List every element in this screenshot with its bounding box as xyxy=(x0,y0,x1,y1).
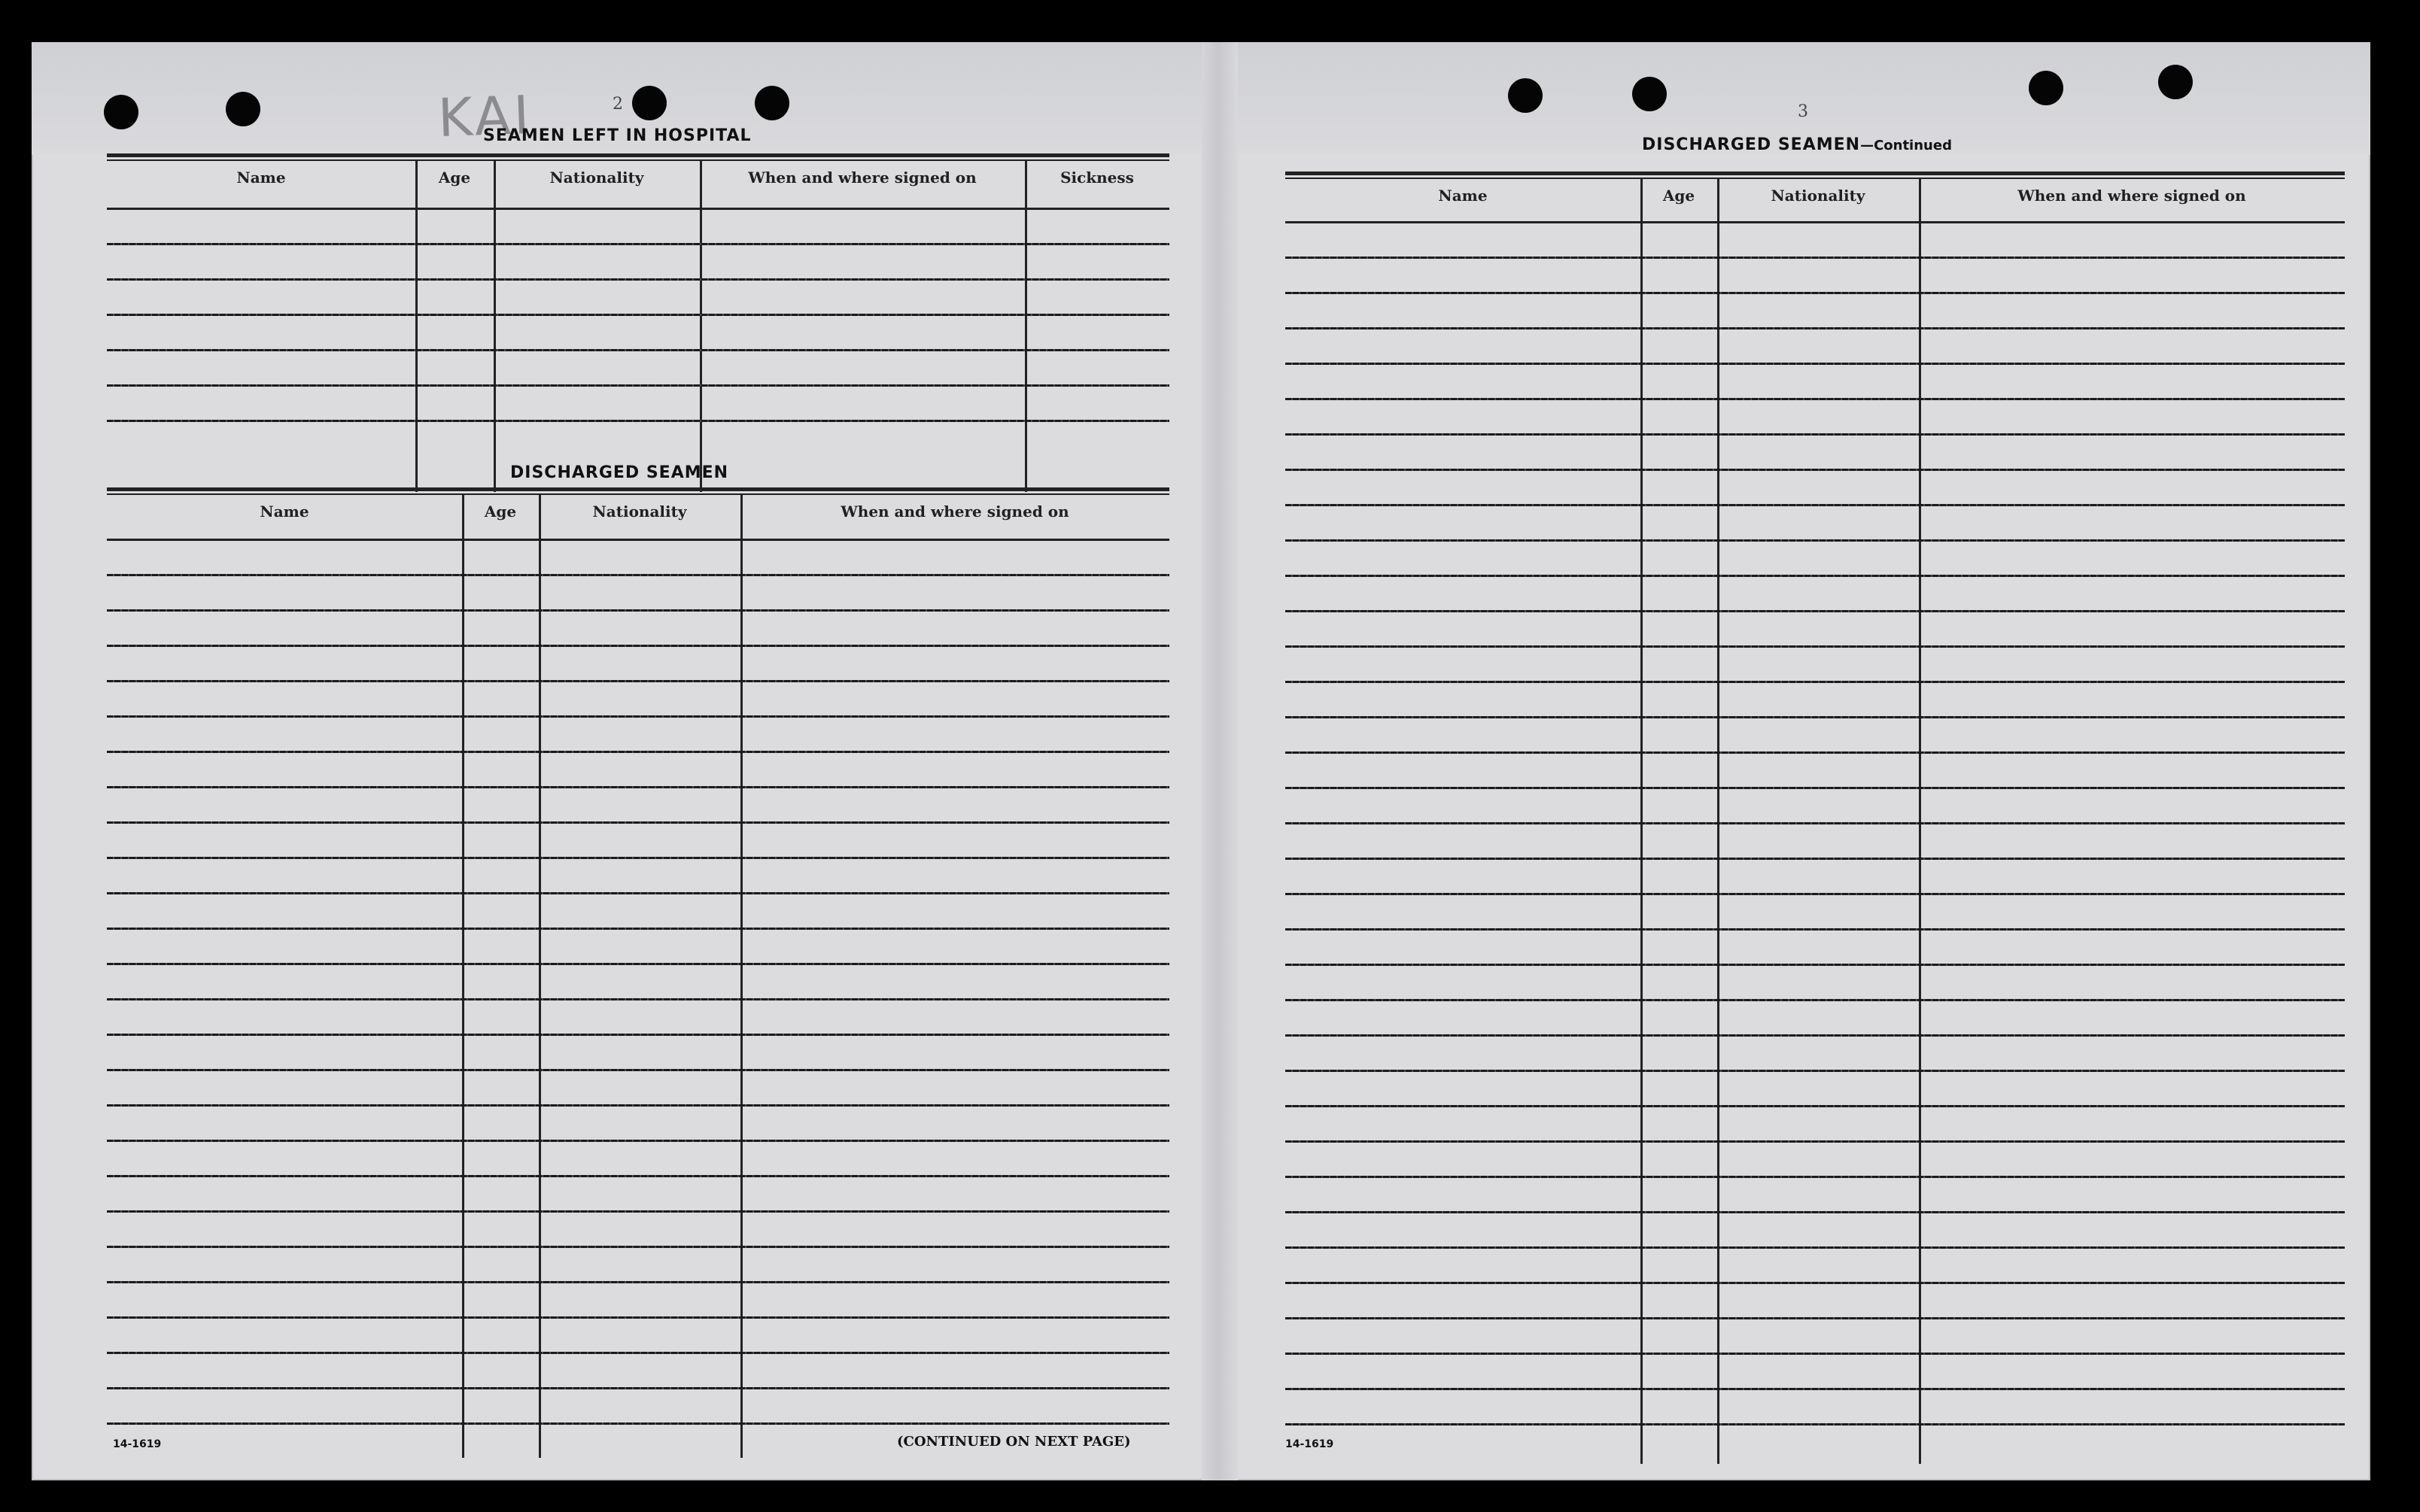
discharged-left-header-when-and-where-signed-on: When and where signed on xyxy=(841,502,1069,521)
discharged-left-row-line xyxy=(107,1352,1169,1354)
hospital-table-header-age: Age xyxy=(438,169,471,187)
discharged-right-row-line xyxy=(1285,964,2345,966)
discharged-left-row-line xyxy=(107,1104,1169,1107)
hospital-table-header-when-and-where-signed-on: When and where signed on xyxy=(748,169,977,187)
hospital-table-column-divider xyxy=(415,161,418,492)
hospital-table-row-line xyxy=(107,243,1169,245)
discharged-left-row-line xyxy=(107,786,1169,788)
hospital-table-header-sickness: Sickness xyxy=(1060,169,1134,187)
hospital-table-row-line xyxy=(107,420,1169,422)
center-fold xyxy=(1202,42,1238,1480)
discharged-left-row-line xyxy=(107,609,1169,612)
discharged-right-row-line xyxy=(1285,645,2345,648)
document-sheet xyxy=(32,42,2370,1480)
right-page-number: 3 xyxy=(1798,102,1808,121)
discharged-right-header-nationality: Nationality xyxy=(1771,187,1865,205)
discharged-left-header-age: Age xyxy=(484,502,517,521)
discharged-left-row-line xyxy=(107,1281,1169,1283)
discharged-left-row-line xyxy=(107,1069,1169,1071)
right-title xyxy=(1642,135,1952,154)
discharged-right-row-line xyxy=(1285,681,2345,683)
discharged-right-header-bottom-rule xyxy=(1285,221,2345,223)
discharged-left-column-divider xyxy=(740,495,743,1458)
discharged-right-row-line xyxy=(1285,398,2345,400)
discharged-title: DISCHARGED SEAMEN xyxy=(510,463,729,482)
discharged-right-column-divider xyxy=(1640,179,1643,1464)
punch-hole xyxy=(755,86,789,120)
discharged-right-row-line xyxy=(1285,292,2345,294)
discharged-right-row-line xyxy=(1285,1388,2345,1390)
discharged-right-row-line xyxy=(1285,751,2345,754)
discharged-left-row-line xyxy=(107,1246,1169,1248)
hospital-table-column-divider xyxy=(700,161,702,492)
discharged-left-row-line xyxy=(107,892,1169,894)
discharged-right-row-line xyxy=(1285,1246,2345,1249)
discharged-table-left xyxy=(107,487,1169,1458)
hospital-title: SEAMEN LEFT IN HOSPITAL xyxy=(483,126,752,145)
discharged-left-row-line xyxy=(107,574,1169,576)
discharged-left-row-line xyxy=(107,1210,1169,1213)
discharged-left-top-rule xyxy=(107,487,1169,491)
discharged-right-row-line xyxy=(1285,928,2345,931)
discharged-left-header-name: Name xyxy=(260,502,309,521)
discharged-right-row-line xyxy=(1285,999,2345,1001)
right-title-suffix: —Continued xyxy=(1860,138,1952,153)
discharged-right-row-line xyxy=(1285,363,2345,365)
form-code-right: 14-1619 xyxy=(1285,1438,1334,1450)
discharged-left-row-line xyxy=(107,1175,1169,1177)
discharged-left-top-rule-secondary xyxy=(107,493,1169,495)
discharged-right-row-line xyxy=(1285,1211,2345,1213)
hospital-table-top-rule xyxy=(107,153,1169,157)
discharged-right-top-rule xyxy=(1285,172,2345,175)
discharged-right-row-line xyxy=(1285,1070,2345,1072)
continued-note: (CONTINUED ON NEXT PAGE) xyxy=(897,1434,1131,1450)
discharged-right-row-line xyxy=(1285,1105,2345,1107)
punch-hole xyxy=(2158,65,2193,99)
discharged-right-row-line xyxy=(1285,504,2345,506)
discharged-right-row-line xyxy=(1285,1282,2345,1284)
discharged-left-row-line xyxy=(107,821,1169,824)
discharged-left-column-divider xyxy=(462,495,464,1458)
discharged-right-row-line xyxy=(1285,1176,2345,1178)
hospital-table-top-rule-secondary xyxy=(107,159,1169,161)
hospital-table-row-line xyxy=(107,384,1169,387)
discharged-left-row-line xyxy=(107,1140,1169,1142)
discharged-left-row-line xyxy=(107,857,1169,859)
discharged-table-right xyxy=(1285,172,2345,1464)
discharged-right-header-age: Age xyxy=(1662,187,1695,205)
discharged-right-header-when-and-where-signed-on: When and where signed on xyxy=(2017,187,2246,205)
discharged-right-row-line xyxy=(1285,257,2345,259)
discharged-left-row-line xyxy=(107,998,1169,1000)
discharged-left-row-line xyxy=(107,928,1169,930)
discharged-right-row-line xyxy=(1285,539,2345,542)
hospital-table-header-name: Name xyxy=(236,169,286,187)
discharged-right-row-line xyxy=(1285,1034,2345,1037)
discharged-right-row-line xyxy=(1285,469,2345,471)
top-stamp: KAI xyxy=(436,83,534,150)
discharged-right-row-line xyxy=(1285,822,2345,824)
discharged-right-row-line xyxy=(1285,1423,2345,1425)
discharged-right-row-line xyxy=(1285,433,2345,436)
discharged-right-row-line xyxy=(1285,1317,2345,1319)
punch-hole xyxy=(2029,71,2063,105)
discharged-left-row-line xyxy=(107,715,1169,718)
discharged-right-row-line xyxy=(1285,1140,2345,1143)
hospital-table-row-line xyxy=(107,314,1169,316)
discharged-right-row-line xyxy=(1285,327,2345,329)
hospital-table-column-divider xyxy=(1025,161,1027,492)
discharged-left-row-line xyxy=(107,680,1169,682)
torn-top-edge xyxy=(32,42,2370,155)
discharged-left-row-line xyxy=(107,645,1169,647)
discharged-right-row-line xyxy=(1285,1353,2345,1355)
discharged-right-row-line xyxy=(1285,893,2345,895)
punch-hole xyxy=(104,95,138,129)
punch-hole xyxy=(632,86,667,120)
discharged-right-row-line xyxy=(1285,575,2345,577)
discharged-left-header-bottom-rule xyxy=(107,539,1169,541)
punch-hole xyxy=(226,92,260,126)
discharged-right-column-divider xyxy=(1717,179,1719,1464)
punch-hole xyxy=(1632,77,1667,111)
discharged-left-row-line xyxy=(107,1387,1169,1389)
left-page-number: 2 xyxy=(613,95,623,114)
discharged-left-row-line xyxy=(107,1034,1169,1036)
discharged-left-row-line xyxy=(107,963,1169,965)
hospital-table-column-divider xyxy=(494,161,496,492)
discharged-left-row-line xyxy=(107,751,1169,753)
punch-hole xyxy=(1508,78,1543,113)
discharged-right-row-line xyxy=(1285,787,2345,789)
discharged-right-row-line xyxy=(1285,610,2345,612)
discharged-right-row-line xyxy=(1285,858,2345,860)
discharged-left-row-line xyxy=(107,1316,1169,1319)
discharged-left-row-line xyxy=(107,1422,1169,1425)
discharged-right-row-line xyxy=(1285,716,2345,718)
discharged-right-header-name: Name xyxy=(1438,187,1488,205)
hospital-table xyxy=(107,153,1169,492)
form-code-left: 14-1619 xyxy=(113,1438,162,1450)
discharged-left-header-nationality: Nationality xyxy=(592,502,687,521)
hospital-table-header-bottom-rule xyxy=(107,208,1169,210)
discharged-left-column-divider xyxy=(539,495,541,1458)
discharged-right-column-divider xyxy=(1919,179,1921,1464)
hospital-table-header-nationality: Nationality xyxy=(549,169,644,187)
hospital-table-row-line xyxy=(107,349,1169,351)
hospital-table-row-line xyxy=(107,278,1169,281)
right-title-main: DISCHARGED SEAMEN xyxy=(1642,135,1861,154)
discharged-right-top-rule-secondary xyxy=(1285,178,2345,179)
